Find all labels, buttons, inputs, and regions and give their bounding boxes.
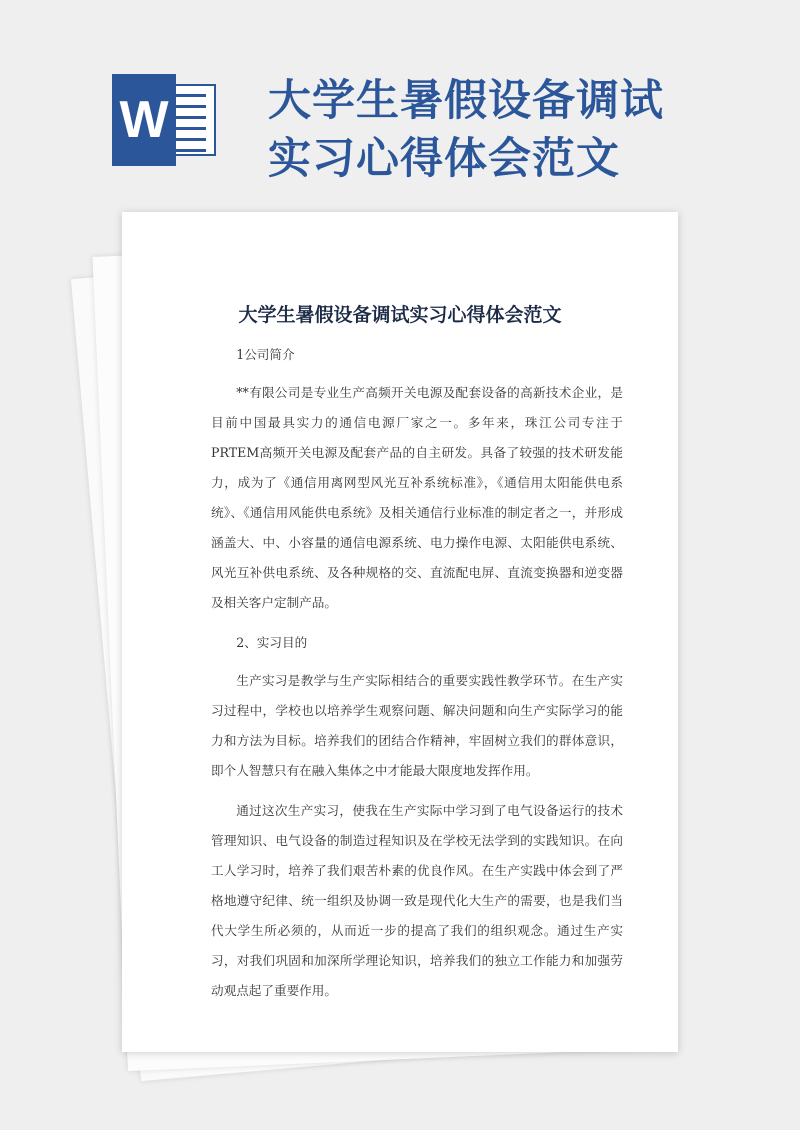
- header-title: 大学生暑假设备调试实习心得体会范文: [268, 76, 664, 184]
- document-body: [211, 340, 623, 1014]
- word-document-icon: [112, 74, 216, 166]
- experience-paragraph: 通过这次生产实习，使我在生产实际中学习到了电气设备运行的技术管理知识、电气设备的制造过程知识及在学校无法学到的实践知识。在向工人学习时，培养了我们艰苦朴素的优良作风。在生产实践中体会到了严格地遵守纪律、统一组织及协调一致是现代化大生产的需要，也是我们当代大学生所必须的，从而近一步的提高了我们的组织观念。通过生产实习，对我们巩固和加深所学理论知识，培养我们的独立工作能力和加强劳动观点起了重要作用。: [211, 803, 623, 998]
- purpose-paragraph: 生产实习是教学与生产实际相结合的重要实践性教学环节。在生产实习过程中，学校也以培养学生观察问题、解决问题和向生产实际学习的能力和方法为目标。培养我们的团结合作精神，牢固树立我们的群体意识，即个人智慧只有在融入集体之中才能最大限度地发挥作用。: [211, 673, 623, 778]
- word-letter-tile: W: [112, 74, 176, 166]
- document-page: [122, 212, 678, 1052]
- document-title: 大学生暑假设备调试实习心得体会范文: [238, 304, 562, 326]
- section-heading-company: 1公司简介: [236, 347, 295, 362]
- section-heading-purpose: 2、实习目的: [236, 635, 308, 650]
- company-intro-paragraph: **有限公司是专业生产高频开关电源及配套设备的高新技术企业，是目前中国最具实力的通信电源厂家之一。多年来，珠江公司专注于PRTEM高频开关电源及配套产品的自主研发。具备了较强的技术研发能力，成为了《通信用离网型风光互补系统标准》，《通信用太阳能供电系统》、《通信用风能供电系统》及相关通信行业标准的制定者之一，并形成涵盖大、中、小容量的通信电源系统、电力操作电源、太阳能供电系统、风光互补供电系统、及各种规格的交、直流配电屏、直流变换器和逆变器及相关客户定制产品。: [211, 385, 623, 610]
